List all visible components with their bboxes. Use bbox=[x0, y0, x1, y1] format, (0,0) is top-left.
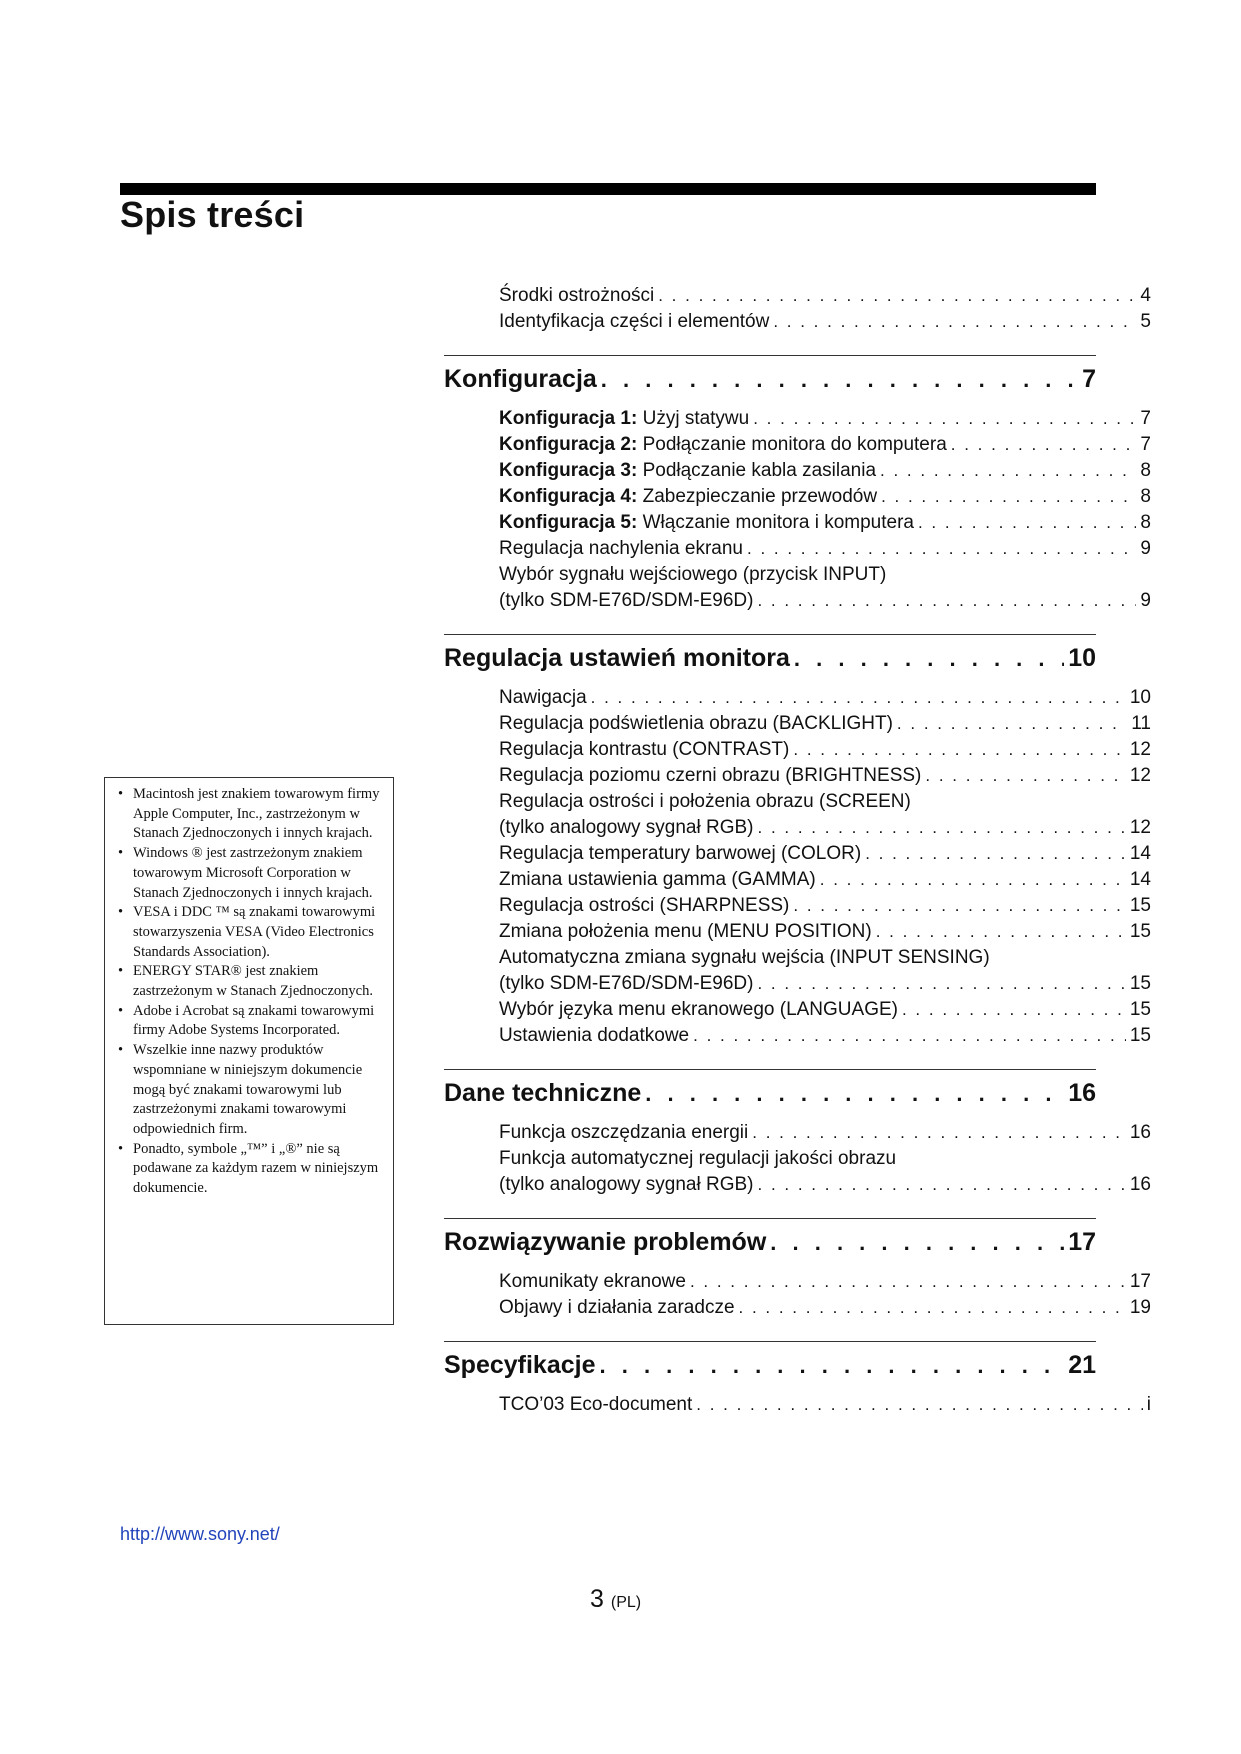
toc-entry-label: Środki ostrożności bbox=[499, 285, 655, 306]
toc-leader-dots bbox=[696, 1395, 1143, 1415]
toc-entry-label: Komunikaty ekranowe bbox=[499, 1271, 686, 1292]
toc-entry-label: Identyfikacja części i elementów bbox=[499, 311, 770, 332]
toc-entry[interactable] bbox=[444, 921, 1151, 947]
toc-intro bbox=[444, 285, 1151, 337]
toc-section-page: 10 bbox=[1068, 644, 1096, 672]
toc-section bbox=[444, 1069, 1151, 1200]
toc-entry-page: 15 bbox=[1129, 921, 1151, 942]
toc-leader-dots bbox=[757, 974, 1125, 994]
toc-leader-dots bbox=[925, 766, 1125, 786]
toc-section-title: Regulacja ustawień monitora bbox=[444, 644, 790, 672]
toc-entry[interactable] bbox=[444, 285, 1151, 311]
toc-entry-page: 9 bbox=[1140, 538, 1151, 559]
trademark-note: • Adobe i Acrobat są znakami towarowymi firmy Adobe Systems Incorporated. bbox=[115, 1002, 387, 1041]
toc-entry-label: Wybór języka menu ekranowego (LANGUAGE) bbox=[499, 999, 898, 1020]
toc-entry-label: Regulacja kontrastu (CONTRAST) bbox=[499, 739, 790, 760]
toc-entry-page: 10 bbox=[1129, 687, 1151, 708]
toc-section-page: 21 bbox=[1068, 1351, 1096, 1379]
toc-entry-page: 12 bbox=[1129, 765, 1151, 786]
toc-entry-page: 16 bbox=[1129, 1122, 1151, 1143]
toc-entry-page: 19 bbox=[1129, 1297, 1151, 1318]
toc-section-page: 7 bbox=[1082, 365, 1096, 393]
page-number: 3 bbox=[590, 1585, 604, 1613]
toc-leader-dots bbox=[902, 1000, 1126, 1020]
toc-entry-page: 5 bbox=[1140, 311, 1151, 332]
toc-entry[interactable] bbox=[444, 590, 1151, 616]
toc-entry-label: Regulacja nachylenia ekranu bbox=[499, 538, 743, 559]
toc-section-items bbox=[444, 687, 1151, 1051]
toc-section-title: Rozwiązywanie problemów bbox=[444, 1228, 767, 1256]
toc-entry-label: Konfiguracja 4: Zabezpieczanie przewodów bbox=[499, 486, 878, 507]
toc-entry-label: Nawigacja bbox=[499, 687, 587, 708]
toc-entry[interactable] bbox=[444, 486, 1151, 512]
trademark-note: • ENERGY STAR® jest znakiem zastrzeżonym w Stanach Zjednoczonych. bbox=[115, 962, 387, 1001]
page-footer bbox=[590, 1585, 641, 1614]
toc-leader-dots bbox=[752, 1123, 1126, 1143]
toc-leader-dots bbox=[793, 896, 1125, 916]
toc-section-heading[interactable] bbox=[444, 1072, 1096, 1114]
toc-entry-label: (tylko SDM-E76D/SDM-E96D) bbox=[499, 590, 754, 611]
toc-leader-dots bbox=[747, 539, 1136, 559]
toc-entry-label: (tylko analogowy sygnał RGB) bbox=[499, 1174, 754, 1195]
toc-leader-dots bbox=[794, 638, 1064, 680]
toc-entry[interactable] bbox=[444, 311, 1151, 337]
toc-entry[interactable] bbox=[444, 512, 1151, 538]
toc-entry-label: Konfiguracja 1: Użyj statywu bbox=[499, 408, 750, 429]
toc-leader-dots bbox=[758, 1175, 1126, 1195]
toc-entry-first-line: Automatyczna zmiana sygnału wejścia (INPUT SENSING) bbox=[499, 947, 990, 968]
toc-entry[interactable] bbox=[444, 1271, 1151, 1297]
toc-section-heading[interactable] bbox=[444, 1221, 1096, 1263]
toc-entry-page: 12 bbox=[1129, 817, 1151, 838]
toc-section-heading[interactable] bbox=[444, 358, 1096, 400]
toc-entry[interactable] bbox=[444, 843, 1151, 869]
sony-url-link[interactable]: http://www.sony.net/ bbox=[120, 1524, 280, 1544]
toc-entry[interactable] bbox=[444, 817, 1151, 843]
toc-entry-first-line: Funkcja automatycznej regulacji jakości obrazu bbox=[499, 1148, 897, 1169]
toc-section-items bbox=[444, 408, 1151, 616]
toc-leader-dots bbox=[881, 487, 1136, 507]
toc-entry[interactable] bbox=[444, 999, 1151, 1025]
toc-section-title: Dane techniczne bbox=[444, 1079, 642, 1107]
toc-leader-dots bbox=[758, 818, 1126, 838]
toc-entry-page: 17 bbox=[1129, 1271, 1151, 1292]
toc-leader-dots bbox=[876, 922, 1126, 942]
toc-leader-dots bbox=[820, 870, 1126, 890]
toc-entry-page: 14 bbox=[1129, 843, 1151, 864]
toc-section-heading[interactable] bbox=[444, 637, 1096, 679]
toc-entry-page: 9 bbox=[1140, 590, 1151, 611]
toc-entry-label: Zmiana położenia menu (MENU POSITION) bbox=[499, 921, 872, 942]
toc-leader-dots bbox=[600, 1345, 1065, 1387]
toc-entry[interactable] bbox=[444, 408, 1151, 434]
toc-entry[interactable] bbox=[444, 1025, 1151, 1051]
toc-entry-prefix: Konfiguracja 2: bbox=[499, 434, 638, 455]
toc-section-items bbox=[444, 1122, 1151, 1200]
toc-entry[interactable] bbox=[444, 460, 1151, 486]
toc-entry-page: i bbox=[1146, 1394, 1151, 1415]
toc-section bbox=[444, 1341, 1151, 1420]
toc-entry-page: 15 bbox=[1129, 999, 1151, 1020]
toc-section-page: 17 bbox=[1068, 1228, 1096, 1256]
trademark-note: • Windows ® jest zastrzeżonym znakiem towarowym Microsoft Corporation w Stanach Zjednoczonych i innych krajach. bbox=[115, 844, 387, 903]
toc-leader-dots bbox=[918, 513, 1136, 533]
toc-entry-label: Funkcja oszczędzania energii bbox=[499, 1122, 749, 1143]
toc-leader-dots bbox=[739, 1298, 1126, 1318]
toc-entry-page: 15 bbox=[1129, 1025, 1151, 1046]
toc-entry-prefix: Konfiguracja 1: bbox=[499, 408, 638, 429]
toc-entry-page: 16 bbox=[1129, 1174, 1151, 1195]
trademark-notes-box bbox=[104, 777, 394, 1325]
toc-entry[interactable] bbox=[444, 713, 1151, 739]
toc-entry-page: 7 bbox=[1140, 434, 1151, 455]
toc-leader-dots bbox=[897, 714, 1127, 734]
toc-entry-page: 8 bbox=[1140, 460, 1151, 481]
toc-entry[interactable] bbox=[444, 765, 1151, 791]
toc-entry-prefix: Konfiguracja 3: bbox=[499, 460, 638, 481]
toc-section-heading[interactable] bbox=[444, 1344, 1096, 1386]
toc-entry-page: 15 bbox=[1129, 895, 1151, 916]
toc-leader-dots bbox=[793, 740, 1125, 760]
toc-entry-prefix: Konfiguracja 4: bbox=[499, 486, 638, 507]
toc-entry-label: Konfiguracja 5: Włączanie monitora i komputera bbox=[499, 512, 914, 533]
toc-entry[interactable] bbox=[444, 869, 1151, 895]
toc-entry-label: Objawy i działania zaradcze bbox=[499, 1297, 735, 1318]
page-language: (PL) bbox=[610, 1594, 642, 1611]
toc-entry[interactable] bbox=[444, 973, 1151, 999]
table-of-contents bbox=[444, 285, 1151, 1420]
toc-entry-label: TCO’03 Eco-document bbox=[499, 1394, 693, 1415]
toc-entry[interactable] bbox=[444, 434, 1151, 460]
toc-entry[interactable] bbox=[444, 895, 1151, 921]
trademark-note: • Ponadto, symbole „™” i „®” nie są podawane za każdym razem w niniejszym dokumencie. bbox=[115, 1140, 387, 1199]
toc-leader-dots bbox=[773, 312, 1136, 332]
toc-entry[interactable] bbox=[444, 1122, 1151, 1148]
toc-section-items bbox=[444, 1271, 1151, 1323]
toc-section-page: 16 bbox=[1068, 1079, 1096, 1107]
toc-entry-label: Regulacja temperatury barwowej (COLOR) bbox=[499, 843, 862, 864]
toc-leader-dots bbox=[658, 286, 1136, 306]
trademark-notes-list bbox=[115, 785, 387, 1199]
toc-entry[interactable] bbox=[444, 1394, 1151, 1420]
toc-entry-page: 15 bbox=[1129, 973, 1151, 994]
toc-entry-label: Regulacja ostrości (SHARPNESS) bbox=[499, 895, 790, 916]
toc-entry-page: 7 bbox=[1140, 408, 1151, 429]
trademark-note: • Wszelkie inne nazwy produktów wspomniane w niniejszym dokumencie mogą być znakami towarowymi lub zastrzeżonymi znakami towarowymi odpowiednich firm. bbox=[115, 1041, 387, 1140]
toc-leader-dots bbox=[690, 1272, 1126, 1292]
toc-leader-dots bbox=[645, 1073, 1064, 1115]
toc-section-items bbox=[444, 1394, 1151, 1420]
toc-entry[interactable] bbox=[444, 687, 1151, 713]
toc-leader-dots bbox=[865, 844, 1126, 864]
toc-leader-dots bbox=[951, 435, 1137, 455]
trademark-note: • VESA i DDC ™ są znakami towarowymi stowarzyszenia VESA (Video Electronics Standards Association). bbox=[115, 903, 387, 962]
toc-entry-label: Ustawienia dodatkowe bbox=[499, 1025, 690, 1046]
toc-leader-dots bbox=[591, 688, 1126, 708]
toc-entry-label: Zmiana ustawienia gamma (GAMMA) bbox=[499, 869, 816, 890]
toc-entry-label: (tylko SDM-E76D/SDM-E96D) bbox=[499, 973, 754, 994]
toc-section-title: Specyfikacje bbox=[444, 1351, 596, 1379]
toc-entry-first-line: Regulacja ostrości i położenia obrazu (SCREEN) bbox=[499, 791, 911, 812]
toc-entry-label: Regulacja podświetlenia obrazu (BACKLIGHT) bbox=[499, 713, 893, 734]
page-title: Spis treści bbox=[120, 194, 305, 235]
toc-entry-page: 4 bbox=[1140, 285, 1151, 306]
toc-entry-page: 8 bbox=[1140, 512, 1151, 533]
toc-leader-dots bbox=[693, 1026, 1126, 1046]
toc-entry-page: 11 bbox=[1131, 713, 1151, 734]
toc-section bbox=[444, 634, 1151, 1051]
toc-leader-dots bbox=[757, 591, 1136, 611]
toc-section bbox=[444, 355, 1151, 616]
toc-leader-dots bbox=[753, 409, 1136, 429]
toc-entry-label: Regulacja poziomu czerni obrazu (BRIGHTNESS) bbox=[499, 765, 922, 786]
toc-entry-label: (tylko analogowy sygnał RGB) bbox=[499, 817, 754, 838]
toc-entry-page: 12 bbox=[1129, 739, 1151, 760]
toc-entry[interactable] bbox=[444, 538, 1151, 564]
toc-leader-dots bbox=[770, 1222, 1064, 1264]
toc-entry-page: 8 bbox=[1140, 486, 1151, 507]
toc-entry[interactable] bbox=[444, 739, 1151, 765]
toc-entry-first-line: Wybór sygnału wejściowego (przycisk INPUT) bbox=[499, 564, 887, 585]
toc-entry-label: Konfiguracja 2: Podłączanie monitora do komputera bbox=[499, 434, 947, 455]
toc-entry[interactable] bbox=[444, 1297, 1151, 1323]
trademark-note: • Macintosh jest znakiem towarowym firmy Apple Computer, Inc., zastrzeżonym w Stanach Zjednoczonych i innych krajach. bbox=[115, 785, 387, 844]
toc-leader-dots bbox=[601, 359, 1078, 401]
toc-section bbox=[444, 1218, 1151, 1323]
toc-entry-label: Konfiguracja 3: Podłączanie kabla zasilania bbox=[499, 460, 877, 481]
toc-entry-prefix: Konfiguracja 5: bbox=[499, 512, 638, 533]
toc-entry-page: 14 bbox=[1129, 869, 1151, 890]
toc-leader-dots bbox=[880, 461, 1136, 481]
toc-entry[interactable] bbox=[444, 1174, 1151, 1200]
toc-section-title: Konfiguracja bbox=[444, 365, 597, 393]
